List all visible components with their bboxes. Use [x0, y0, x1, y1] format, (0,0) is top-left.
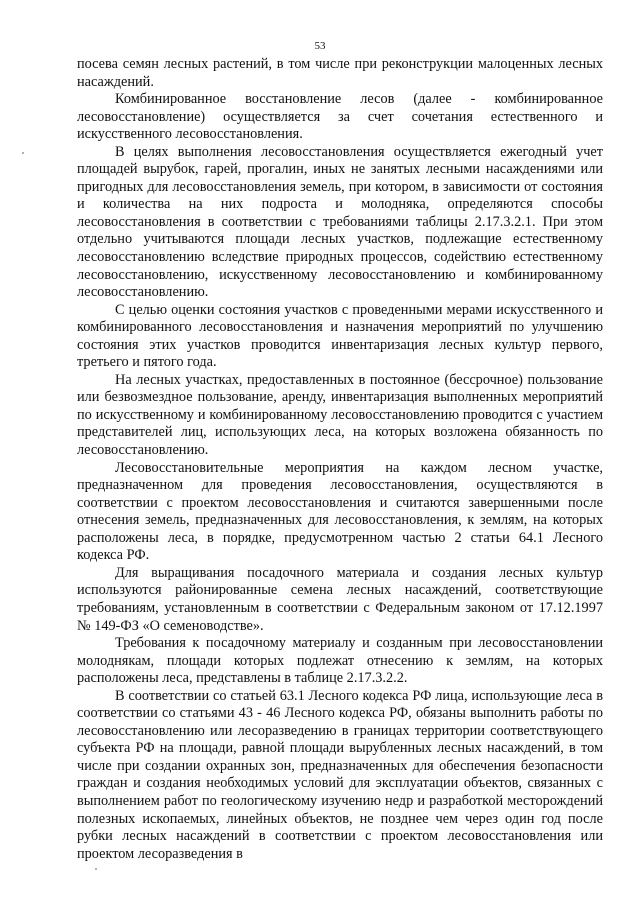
paragraph-restoration-measures: Лесовосстановительные мероприятия на каждом лесном участке, предназначенном для проведения лесовосстановления, осуществляются в соответствии с проектом лесовосстановления и считаются завершенными после отнесения земель, предназначенных для лесовосстановления, к землям, на которых расположены леса, в порядке, предусмотренном частью 2 статьи 64.1 Лесного кодекса РФ.: [77, 459, 603, 564]
paragraph-inventory: С целью оценки состояния участков с проведенными мерами искусственного и комбинированного лесовосстановления и назначения мероприятий по улучшению состояния этих участков проводится инвентаризация лесных культур первого, третьего и пятого года.: [77, 301, 603, 371]
paragraph-leased-plots: На лесных участках, предоставленных в постоянное (бессрочное) пользование или безвозмездное пользование, аренду, инвентаризация выполненных мероприятий по искусственному и комбинированному лесовосстановлению проводится с участием представителей лиц, использующих леса, на которых возложена обязанность по лесовосстановлению.: [77, 371, 603, 459]
scan-speck: [22, 152, 24, 154]
paragraph-continuation: посева семян лесных растений, в том числе при реконструкции малоценных лесных насаждений.: [77, 56, 603, 90]
paragraph-planting-material: Для выращивания посадочного материала и создания лесных культур используются районированные семена лесных насаждений, соответствующие требованиям, установленным в соответствии с Федеральным законом от 17.12.1997 № 149-ФЗ «О семеноводстве».: [77, 564, 603, 634]
body-text: [77, 56, 603, 863]
paragraph-article-63-1: В соответствии со статьей 63.1 Лесного кодекса РФ лица, использующие леса в соответствии со статьями 43 - 46 Лесного кодекса РФ, обязаны выполнить работы по лесовосстановлению или лесоразведению в границах территории соответствующего субъекта РФ на площади, равной площади вырубленных лесных насаждений, в том числе при создании охранных зон, предназначенных для обеспечения безопасности граждан и создания необходимых условий для эксплуатации объектов, связанных с выполнением работ по геологическому изучению недр и разработкой месторождений полезных ископаемых, линейных объектов, не позднее чем через один год после рубки лесных насаждений в соответствии с проектом лесовосстановления или проектом лесоразведения в: [77, 687, 603, 862]
scan-speck: [95, 868, 97, 870]
paragraph-annual-accounting: В целях выполнения лесовосстановления осуществляется ежегодный учет площадей вырубок, гарей, прогалин, иных не занятых лесными насаждениями или пригодных для лесовосстановления земель, при котором, в зависимости от состояния и количества на них подроста и молодняка, определяются способы лесовосстановления в соответствии с требованиями таблицы 2.17.3.2.1. При этом отдельно учитываются площади лесных участков, подлежащие естественному лесовосстановлению вследствие природных процессов, содействию естественному лесовосстановлению, искусственному лесовосстановлению и комбинированному лесовосстановлению.: [77, 143, 603, 301]
page-number: 53: [314, 40, 326, 52]
paragraph-combined-restoration: Комбинированное восстановление лесов (далее - комбинированное лесовосстановление) осуществляется за счет сочетания естественного и искусственного лесовосстановления.: [77, 91, 603, 143]
paragraph-requirements: Требования к посадочному материалу и созданным при лесовосстановлении молоднякам, площади которых подлежат отнесению к землям, на которых расположены леса, представлены в таблице 2.17.3.2.2.: [77, 635, 603, 687]
